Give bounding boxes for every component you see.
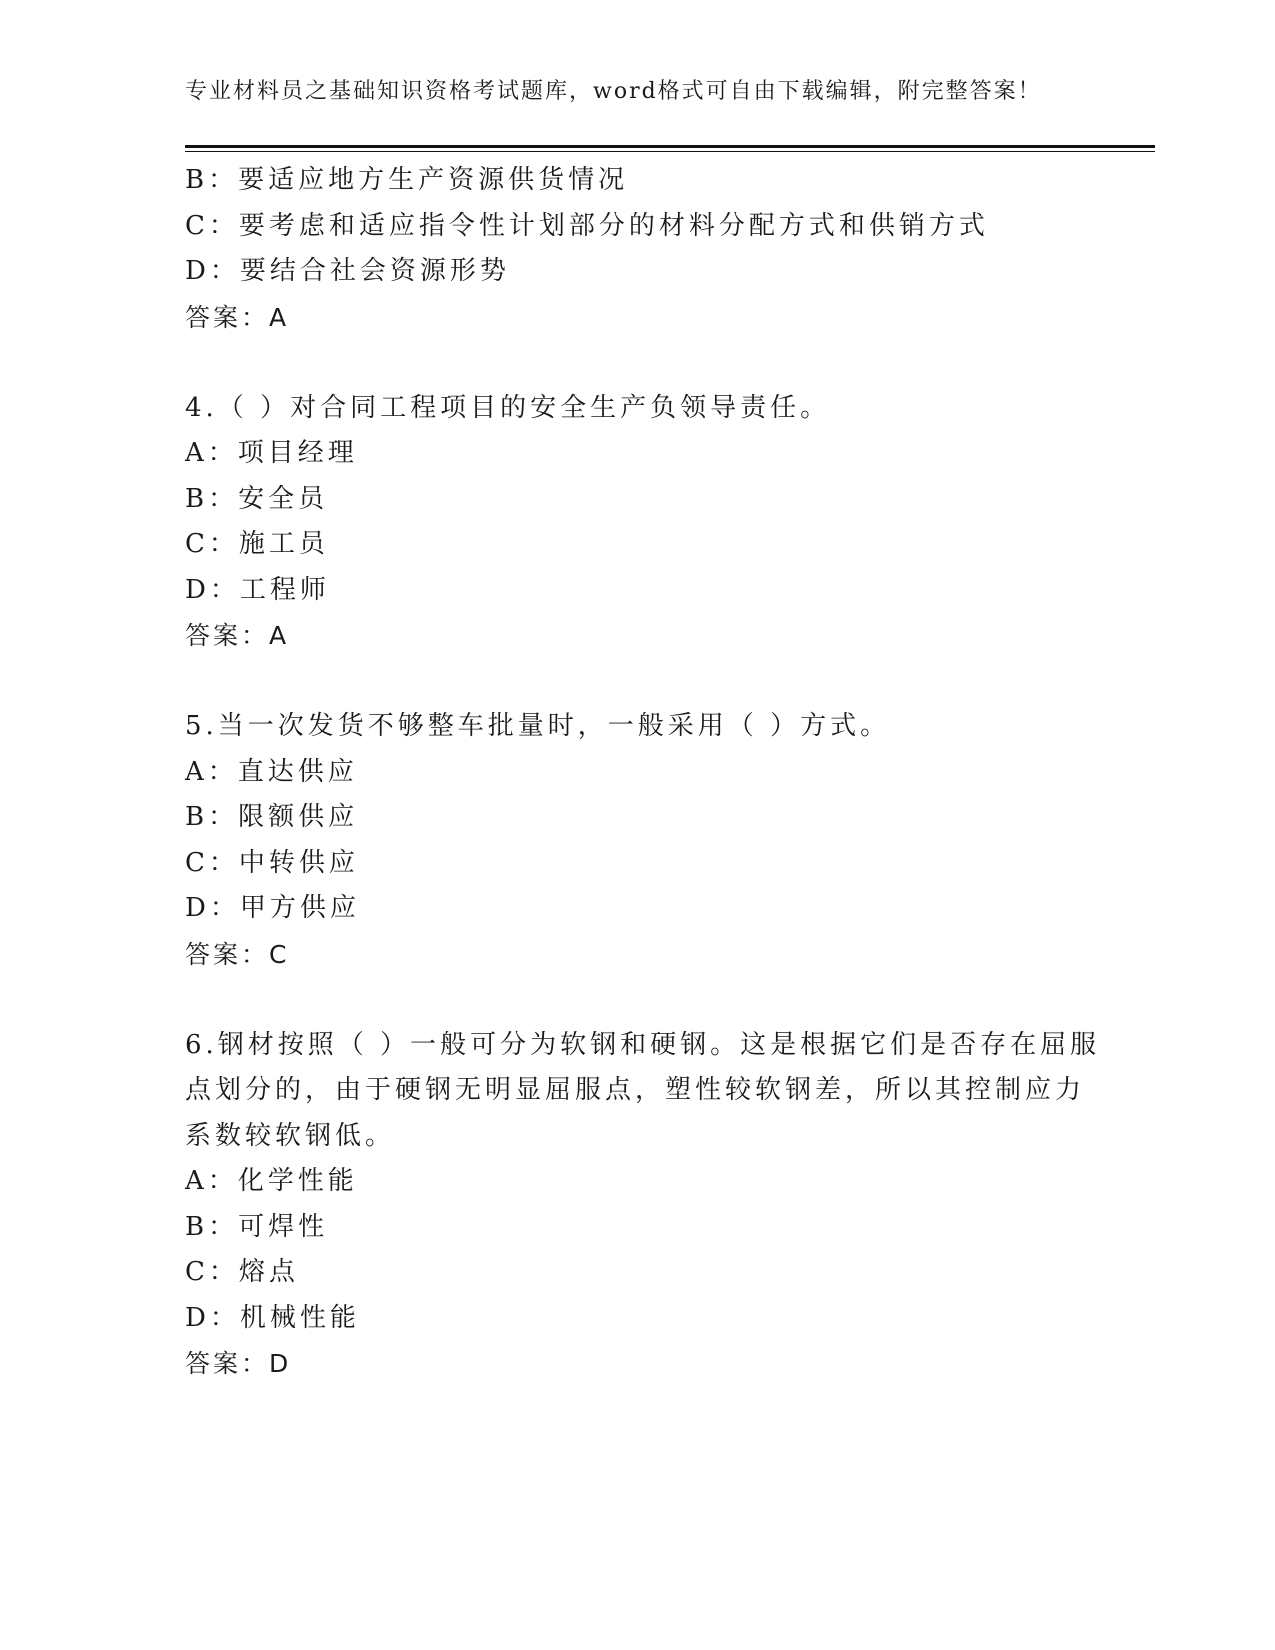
header-rule-thick xyxy=(185,145,1155,148)
option-a: A：项目经理 xyxy=(185,438,358,468)
option-d: D：甲方供应 xyxy=(185,893,360,923)
option-d: D：机械性能 xyxy=(185,1302,360,1333)
spacer xyxy=(185,659,1085,705)
question-3-continued xyxy=(185,158,1085,340)
option-d: D：工程师 xyxy=(185,574,330,605)
question-stem-line-2: 点划分的，由于硬钢无明显屈服点，塑性较软钢差，所以其控制应力 xyxy=(185,1075,1086,1105)
answer-line: 答案：D xyxy=(185,1349,292,1378)
question-6 xyxy=(185,1023,1101,1387)
option-c: C：熔点 xyxy=(185,1257,299,1287)
answer-line: 答案：A xyxy=(185,302,290,332)
spacer xyxy=(185,977,1085,1023)
question-stem-line-3: 系数较软钢低。 xyxy=(185,1120,396,1151)
option-c: C：要考虑和适应指令性计划部分的材料分配方式和供销方式 xyxy=(185,210,989,241)
option-a: A：化学性能 xyxy=(185,1166,358,1196)
question-stem: 4.（ ）对合同工程项目的安全生产负领导责任。 xyxy=(185,392,831,423)
option-b: B：安全员 xyxy=(185,483,329,514)
option-c: C：中转供应 xyxy=(185,847,359,878)
question-stem: 5.当一次发货不够整车批量时，一般采用（ ）方式。 xyxy=(185,711,891,741)
option-a: A：直达供应 xyxy=(185,756,358,787)
option-d: D：要结合社会资源形势 xyxy=(185,256,510,286)
spacer xyxy=(185,340,1085,386)
header-rule-thin xyxy=(185,151,1155,152)
option-c: C：施工员 xyxy=(185,529,329,559)
answer-line: 答案：C xyxy=(185,939,290,969)
page-header: 专业材料员之基础知识资格考试题库，word格式可自由下载编辑，附完整答案！ xyxy=(185,79,1042,104)
question-4 xyxy=(185,386,1085,659)
question-stem-line-1: 6.钢材按照（ ）一般可分为软钢和硬钢。这是根据它们是否存在屈服 xyxy=(185,1029,1101,1060)
option-b: B：可焊性 xyxy=(185,1211,329,1242)
question-5 xyxy=(185,704,1085,977)
option-b: B：要适应地方生产资源供货情况 xyxy=(185,165,629,195)
answer-line: 答案：A xyxy=(185,621,290,650)
option-b: B：限额供应 xyxy=(185,802,359,832)
document-body xyxy=(185,158,1101,1387)
